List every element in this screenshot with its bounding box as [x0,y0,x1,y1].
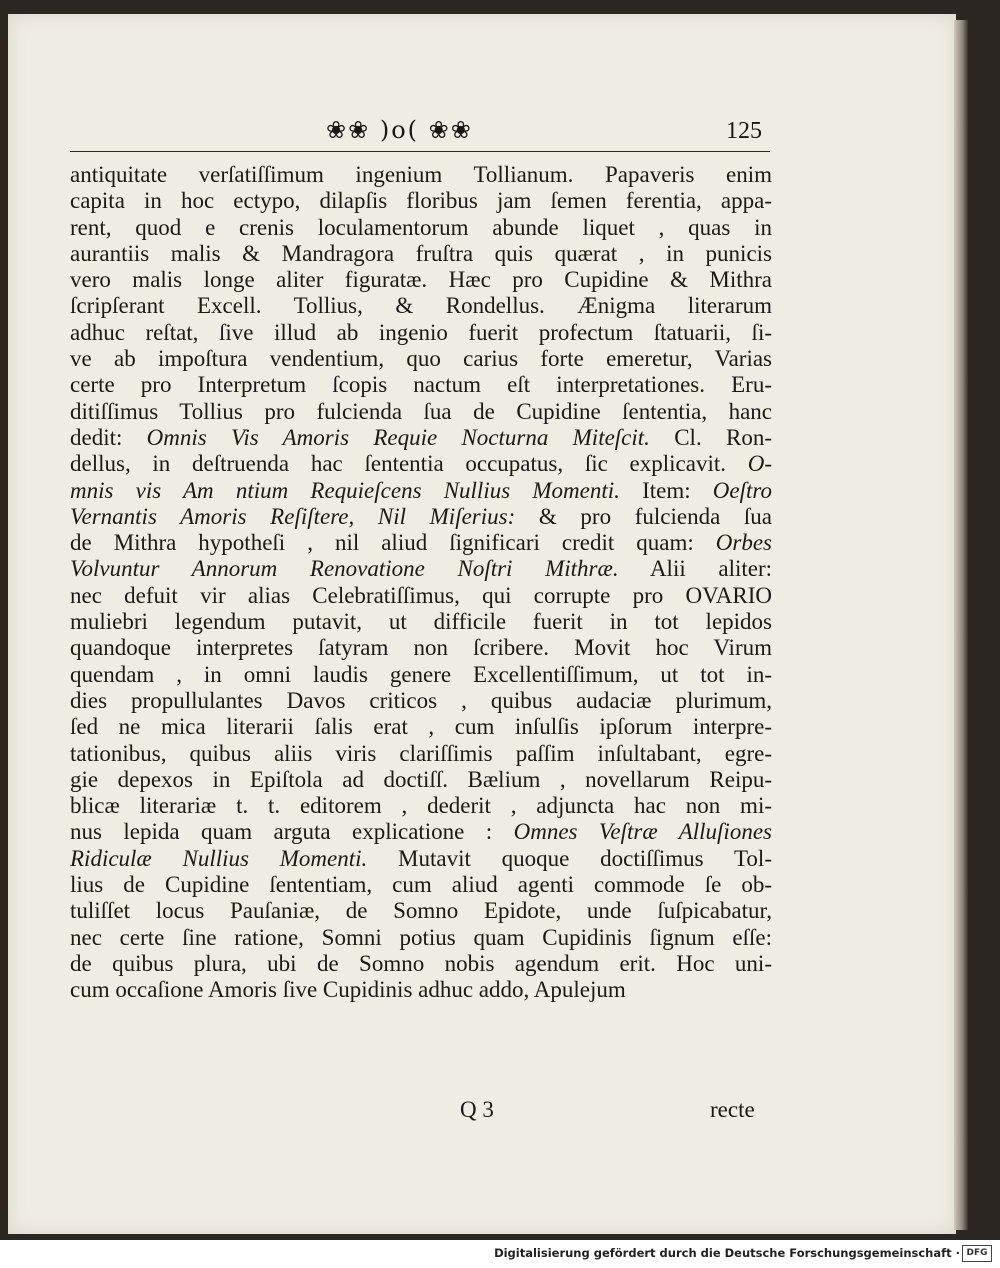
text-line [70,162,772,188]
text-line [70,267,772,293]
body-text [70,162,772,1004]
text-run: nus lepida quam arguta explicatione : [70,819,514,845]
page-number: 125 [726,118,762,144]
text-line [70,320,772,346]
page-edge [954,20,968,1230]
text-line [70,767,772,793]
text-line [70,556,772,582]
text-line [70,188,772,214]
text-run: & pro fulcienda ſua [515,503,773,529]
signature-mark: Q 3 [460,1097,494,1122]
text-run: aurantiis malis & Mandragora fruſtra quis quærat , in punicis [70,240,772,266]
text-line [70,977,772,1003]
text-run: ſed ne mica literarii ſalis erat , cum inſulſis ipſorum interpre- [70,714,772,740]
text-run: capita in hoc ectypo, dilapſis floribus jam ſemen ferentia, appa- [70,188,772,214]
text-run: ſcripſerant Excell. Tollius, & Rondellus. Ænigma literarum [70,293,772,319]
digitization-footer [0,1240,1000,1268]
text-line [70,793,772,819]
footer-credit: Digitalisierung gefördert durch die Deutsche Forschungsgemeinschaft · [494,1246,960,1260]
text-line [70,898,772,924]
text-run: Item: [619,477,713,503]
text-run: adhuc reſtat, ſive illud ab ingenio fuerit profectum ſtatuarii, ſi- [70,319,772,345]
text-run: nec defuit vir alias Celebratiſſimus, qui corrupte pro OVARIO [70,582,772,608]
text-line [70,530,772,556]
text-line [70,583,772,609]
italic-text: Vernantis Amoris Reſiſtere, Nil Miſerius: [70,503,516,529]
text-run: muliebri legendum putavit, ut difficile fuerit in tot lepidos [70,609,772,635]
text-line [70,872,772,898]
text-run: vero malis longe aliter figuratæ. Hæc pro Cupidine & Mithra [70,267,772,293]
text-line [70,451,772,477]
text-line [70,951,772,977]
text-run: dellus, in deſtruenda hac ſententia occupatus, ſic explicavit. [70,451,748,477]
text-run: cum occaſione Amoris ſive Cupidinis adhuc addo, Apulejum [70,977,626,1003]
dfg-logo: DFG [962,1245,992,1262]
italic-text: Ridiculæ Nullius Momenti. [70,845,368,871]
text-run: rent, quod e crenis loculamentorum abunde liquet , quas in [70,214,772,240]
text-run: certe pro Interpretum ſcopis nactum eſt interpretationes. Eru- [70,372,772,398]
text-run: antiquitate verſatiſſimum ingenium Tollianum. Papaveris enim [70,162,772,187]
italic-text: Volvuntur Annorum Renovatione Noſtri Mithræ. [70,556,619,582]
text-line [70,662,772,688]
text-line [70,425,772,451]
text-line [70,819,772,845]
italic-text: mnis vis Am ntium Requieſcens Nullius Momenti. [70,477,620,503]
text-run: quandoque interpretes ſatyram non ſcribere. Movit hoc Virum [70,635,772,661]
text-line [70,741,772,767]
text-line [70,399,772,425]
text-line [70,609,772,635]
text-run: ve ab impoſtura vendentium, quo carius forte emeretur, Varias [70,346,772,372]
italic-text: Omnes Veſtræ Alluſiones [513,819,772,845]
header-rule [70,151,770,152]
text-run: de Mithra hypotheſi , nil aliud ſignificari credit quam: [70,530,716,556]
italic-text: Oeſtro [712,477,772,503]
text-run: blicæ literariæ t. t. editorem , dederit , adjuncta hac non mi- [70,793,772,819]
text-run: de quibus plura, ubi de Somno nobis agendum erit. Hoc uni- [70,950,772,976]
text-run: tationibus, quibus aliis viris clariſſimis paſſim inſultabant, egre- [70,740,772,766]
text-run: Alii aliter: [618,556,772,582]
text-line [70,478,772,504]
text-line [70,293,772,319]
text-line [70,635,772,661]
text-run: gie depexos in Epiſtola ad doctiſſ. Bælium , novellarum Reipu- [70,766,772,792]
book-page [8,14,956,1234]
text-run: tuliſſet locus Pauſaniæ, de Somno Epidote, unde ſuſpicabatur, [70,898,772,924]
running-header [8,110,956,150]
text-run: quendam , in omni laudis genere Excellentiſſimum, ut tot in- [70,661,772,687]
catchword: recte [710,1097,755,1122]
text-run: nec certe ſine ratione, Somni potius quam Cupidinis ſignum eſſe: [70,924,772,950]
text-line [70,688,772,714]
text-line [70,372,772,398]
header-ornament: ❀❀ )o( ❀❀ [326,116,473,144]
text-line [70,215,772,241]
text-run: dedit: [70,424,147,450]
text-line [70,504,772,530]
text-run: dies propullulantes Davos criticos , quibus audaciæ plurimum, [70,687,772,713]
italic-text: Orbes [715,530,772,556]
text-run: Cl. Ron- [649,424,772,450]
text-run: Mutavit quoque doctiſſimus Tol- [367,845,772,871]
italic-text: O- [747,451,772,477]
text-line [70,241,772,267]
text-line [70,714,772,740]
italic-text: Omnis Vis Amoris Requie Nocturna Miteſcit. [146,424,650,450]
text-line [70,346,772,372]
text-run: ditiſſimus Tollius pro fulcienda ſua de Cupidine ſententia, hanc [70,398,772,424]
text-run: lius de Cupidine ſententiam, cum aliud agenti commode ſe ob- [70,872,772,898]
text-line [70,925,772,951]
text-line [70,846,772,872]
